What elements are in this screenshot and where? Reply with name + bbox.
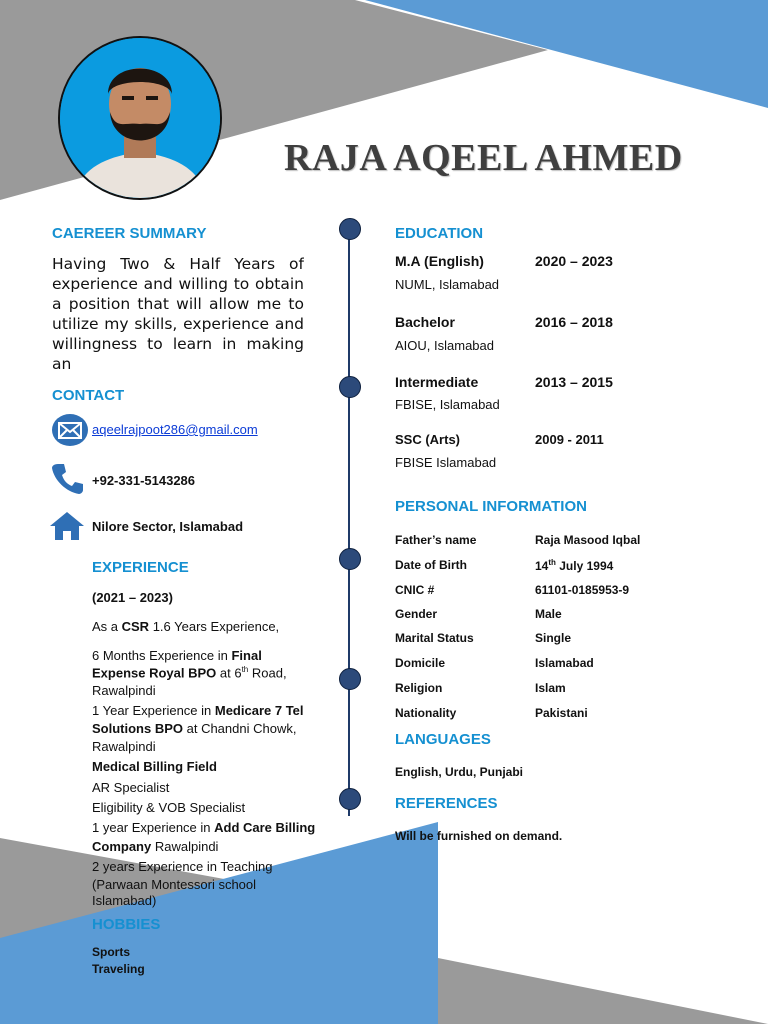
personal-value: Male xyxy=(535,607,562,621)
timeline-dot xyxy=(339,788,361,810)
phone-number: +92-331-5143286 xyxy=(92,473,196,488)
education-institute: NUML, Islamabad xyxy=(395,277,500,292)
hobby-item: Traveling xyxy=(92,962,145,976)
address: Nilore Sector, Islamabad xyxy=(92,519,244,534)
profile-photo xyxy=(58,36,222,200)
personal-value: 61101-0185953-9 xyxy=(535,583,630,597)
experience-job3-line2: Company Rawalpindi xyxy=(92,839,219,854)
timeline-line xyxy=(348,228,350,816)
experience-job1-city: Rawalpindi xyxy=(92,683,156,698)
timeline-dot xyxy=(339,376,361,398)
experience-heading: EXPERIENCE xyxy=(92,559,189,576)
phone-icon xyxy=(52,462,84,494)
email-icon xyxy=(52,414,88,446)
summary-heading: CAEREER SUMMARY xyxy=(52,225,207,242)
experience-job2-line1: 1 Year Experience in Medicare 7 Tel xyxy=(92,703,304,718)
education-years: 2013 – 2015 xyxy=(535,374,613,390)
experience-job1-line2: Expense Royal BPO at 6th Road, xyxy=(92,665,287,681)
hobbies-heading: HOBBIES xyxy=(92,916,161,933)
education-institute: FBISE, Islamabad xyxy=(395,397,500,412)
timeline-dot xyxy=(339,548,361,570)
personal-value: Islam xyxy=(535,681,566,695)
hobby-item: Sports xyxy=(92,945,131,959)
references-heading: REFERENCES xyxy=(395,795,498,812)
experience-job3-line1: 1 year Experience in Add Care Billing xyxy=(92,820,316,835)
personal-label: Religion xyxy=(395,681,443,695)
candidate-name: RAJA AQEEL AHMED xyxy=(284,137,683,179)
contact-heading: CONTACT xyxy=(52,387,125,404)
education-years: 2016 – 2018 xyxy=(535,314,613,330)
references-text: Will be furnished on demand. xyxy=(395,829,563,843)
experience-teaching-line3: Islamabad) xyxy=(92,893,157,908)
home-icon xyxy=(50,510,84,542)
personal-label: Marital Status xyxy=(395,631,474,645)
timeline-dot xyxy=(339,218,361,240)
personal-value: Raja Masood Iqbal xyxy=(535,533,641,547)
timeline-dot xyxy=(339,668,361,690)
personal-value: Single xyxy=(535,631,572,645)
education-degree: SSC (Arts) xyxy=(395,432,461,447)
personal-label: CNIC # xyxy=(395,583,435,597)
experience-teaching-line1: 2 years Experience in Teaching xyxy=(92,859,273,874)
experience-job1-line1: 6 Months Experience in Final xyxy=(92,648,262,663)
personal-label: Domicile xyxy=(395,656,446,670)
summary-text: Having Two & Half Years of experience and willing to obtain a position that will allow me to utilize my skills, experience and willingness to learn in making an xyxy=(52,255,304,372)
personal-info-heading: PERSONAL INFORMATION xyxy=(395,498,587,515)
personal-label: Gender xyxy=(395,607,438,621)
personal-value: Pakistani xyxy=(535,706,588,720)
email-link[interactable]: aqeelrajpoot286@gmail.com xyxy=(92,422,258,437)
personal-label: Father’s name xyxy=(395,533,477,547)
experience-role-eligibility: Eligibility & VOB Specialist xyxy=(92,800,246,815)
experience-job2-city: Rawalpindi xyxy=(92,739,156,754)
languages-heading: LANGUAGES xyxy=(395,731,491,748)
education-institute: FBISE Islamabad xyxy=(395,455,497,470)
languages-text: English, Urdu, Punjabi xyxy=(395,765,524,779)
personal-value: 14th July 1994 xyxy=(535,558,614,573)
education-years: 2020 – 2023 xyxy=(535,253,613,269)
education-degree: Intermediate xyxy=(395,374,479,390)
education-degree: Bachelor xyxy=(395,314,455,330)
experience-field: Medical Billing Field xyxy=(92,759,217,774)
personal-value: Islamabad xyxy=(535,656,594,670)
experience-teaching-line2: (Parwaan Montessori school xyxy=(92,877,257,892)
education-years: 2009 - 2011 xyxy=(535,432,604,447)
experience-role-ar: AR Specialist xyxy=(92,780,170,795)
education-heading: EDUCATION xyxy=(395,225,484,242)
education-institute: AIOU, Islamabad xyxy=(395,338,494,353)
experience-job2-line2: Solutions BPO at Chandni Chowk, xyxy=(92,721,297,736)
personal-label: Nationality xyxy=(395,706,457,720)
experience-period: (2021 – 2023) xyxy=(92,590,173,605)
experience-csr: As a CSR 1.6 Years Experience, xyxy=(92,619,280,634)
personal-label: Date of Birth xyxy=(395,558,467,572)
education-degree: M.A (English) xyxy=(395,253,484,269)
